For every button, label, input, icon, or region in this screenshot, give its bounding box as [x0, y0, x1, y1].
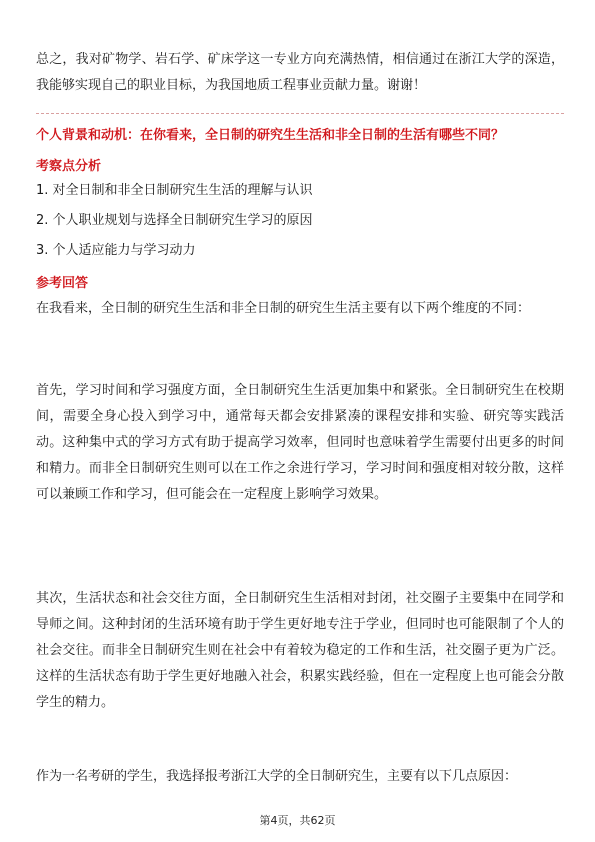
- question-heading: 个人背景和动机：在你看来，全日制的研究生生活和非全日制的生活有哪些不同？: [36, 128, 505, 143]
- closing-paragraph: 总之，我对矿物学、岩石学、矿床学这一专业方向充满热情，相信通过在浙江大学的深造，我能够实现自己的职业目标，为我国地质工程事业贡献力量。谢谢！: [36, 52, 564, 93]
- answer-paragraph-reasons: 作为一名考研的学生，我选择报考浙江大学的全日制研究生，主要有以下几点原因：: [36, 769, 518, 784]
- analysis-title: 考察点分析: [36, 159, 102, 174]
- analysis-item-2: 2. 个人职业规划与选择全日制研究生学习的原因: [36, 213, 313, 228]
- section-divider: [36, 113, 564, 114]
- answer-title: 参考回答: [36, 276, 89, 291]
- answer-paragraph-intro: 在我看来，全日制的研究生生活和非全日制的研究生生活主要有以下两个维度的不同：: [36, 301, 531, 316]
- page-footer: 第4页，共62页: [259, 814, 336, 827]
- analysis-item-1: 1. 对全日制和非全日制研究生生活的理解与认识: [36, 183, 313, 198]
- answer-paragraph-first: 首先，学习时间和学习强度方面，全日制研究生生活更加集中和紧张。全日制研究生在校期间，需要全身心投入到学习中，通常每天都会安排紧凑的课程安排和实验、研究等实践活动。这种集中式的学习方式有助于提高学习效率，但同时也意味着学生需要付出更多的时间和精力。而非全日制研究生则可以在工作之余进行学习，学习时间和强度相对较分散，这样可以兼顾工作和学习，但可能会在一定程度上影响学习效果。: [36, 383, 564, 502]
- analysis-item-3: 3. 个人适应能力与学习动力: [36, 243, 196, 258]
- answer-paragraph-second: 其次，生活状态和社会交往方面，全日制研究生生活相对封闭，社交圈子主要集中在同学和导师之间。这种封闭的生活环境有助于学生更好地专注于学业，但同时也可能限制了个人的社会交往。而非全日制研究生则在社会中有着较为稳定的工作和生活，社交圈子更为广泛。这样的生活状态有助于学生更好地融入社会，积累实践经验，但在一定程度上也可能会分散学生的精力。: [36, 591, 564, 710]
